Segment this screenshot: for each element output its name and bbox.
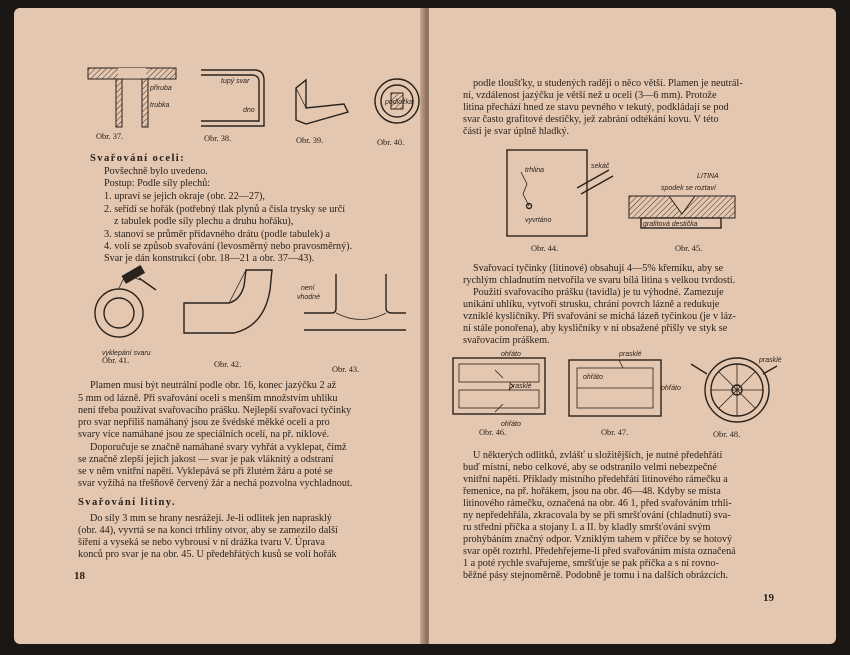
fig45-label-c: grafitová destička [643, 221, 698, 228]
caption-obr-40: Obr. 40. [377, 138, 405, 147]
para-line: rychlým chladnutím netvořila ve svaru bílá litina s velkou tvrdostí. [463, 275, 736, 286]
figure-38-drawing [201, 70, 264, 126]
figure-42-drawing [184, 270, 272, 333]
fig46-label-b: prasklé [509, 383, 532, 390]
fig43-label-b: vhodné [297, 294, 320, 301]
intro-line: Povšechně bylo uvedeno. [104, 166, 208, 177]
para-line: (obr. 44), vyvrtá se na konci trhliny otvor, aby se zamezilo další [78, 525, 338, 536]
para-line: 1 a poté rychle svařujeme, smršťuje se pak příčka a s ní rovno- [463, 558, 719, 569]
para-line: litinového rámečku, označená na obr. 46 1, před svařováním trhli- [463, 498, 732, 509]
para-line: 5 mm od lázně. Při svařování oceli s menším množstvím uhlíku [78, 393, 338, 404]
figure-44-drawing [507, 150, 613, 236]
para-line: Plamen musí být neutrální podle obr. 16, konec jazýčku 2 až [90, 380, 337, 391]
para-line: ni stále ponořena), aby kysličníky v ní obsažené přišly ve styk se [463, 323, 728, 334]
para-line: ny nepředehřála, zkracovala by se při smršťování (chladnutí) sva- [463, 510, 731, 521]
fig44-label-a: trhlina [525, 167, 545, 174]
caption-obr-42: Obr. 42. [214, 360, 242, 369]
fig48-label-b: prasklé [759, 357, 782, 364]
figure-43-drawing [297, 274, 406, 330]
fig40-label: podložka [385, 99, 414, 106]
para-line: unikání uhlíku, vytvoří strusku, chrání povrch lázně a redukuje [463, 299, 720, 310]
caption-obr-43: Obr. 43. [332, 365, 360, 374]
para-line: buď místní, nebo celkové, aby se odstranilo velmi nebezpečné [463, 462, 717, 473]
figure-45-drawing [629, 173, 735, 228]
step-line: z tabulek podle síly plechu a druhu hořáku), [114, 216, 294, 227]
para-line: vnitřní napětí. Příklady místního předehřátí litinového rámečku a [463, 474, 728, 485]
para-line: části je svar úplně hladký. [463, 126, 570, 137]
para-line: prohýbáním značný odpor. Vzniklým tahem v příčce by se hotový [463, 534, 733, 545]
para-line: konců pro svar je na obr. 45. U předehřátých kusů se volí hořák [78, 549, 337, 560]
para-line: běžné pásy stejnoměrně. Podobně je tomu i na dalších obrázcích. [463, 570, 729, 581]
caption-obr-37: Obr. 37. [96, 132, 124, 141]
para-line: podle tloušťky, u studených raději o něco větší. Plamen je neutrál- [473, 78, 743, 89]
para-line: pro svar nepříliš namáhaný jsou ze švédské měkké oceli a pro [78, 417, 330, 428]
fig44-label-b: vyvrtáno [525, 217, 552, 224]
fig47-label-b: ohřáto [583, 374, 603, 381]
fig37-label-a: přiruba [150, 85, 172, 92]
figure-39-drawing [296, 80, 348, 124]
heading-steel-welding: Svařování oceli: [90, 153, 186, 164]
para-line: U některých odlitků, zvlášť u složitějších, je nutné předehřátí [473, 450, 723, 461]
para-line: Doporučuje se značně namáhané svary vyhřát a vyklepat, čímž [90, 442, 347, 453]
step-line: Svar je dán konstrukcí (obr. 18—21 a obr. 37—43). [104, 253, 315, 264]
figure-46-drawing [453, 351, 545, 428]
page-number-right: 19 [763, 592, 774, 604]
figure-37-drawing [88, 68, 176, 127]
fig45-label-a: LITINA [697, 173, 719, 180]
para-line: litina přechází hned ze stavu pevného v tekutý, podkládají se pod [463, 102, 729, 113]
para-line: Do síly 3 mm se hrany nesrážejí. Je-li odlitek jen naprasklý [90, 513, 332, 524]
intro-line: Postup: Podle síly plechů: [104, 178, 211, 189]
caption-obr-45: Obr. 45. [675, 244, 703, 253]
caption-obr-41: Obr. 41. [102, 356, 130, 365]
figure-47-drawing [569, 351, 661, 416]
caption-obr-46: Obr. 46. [479, 428, 507, 437]
fig48-label-a: ohřáto [661, 385, 681, 392]
fig45-label-b: spodek se roztaví [661, 185, 716, 192]
caption-obr-39: Obr. 39. [296, 136, 324, 145]
para-line: se v něm vnitřní napětí. Vyklepává se při žlutém žáru a poté se [78, 466, 333, 477]
fig44-label-c: sekáč [591, 163, 610, 170]
para-line: Použití svařovacího prášku (tavidla) je tu výhodné. Zamezuje [473, 287, 724, 298]
fig37-label-b: trubka [150, 102, 170, 109]
para-line: vzniklé kysličníky. Při svařování se míchá lázeň tyčinkou (je v láz- [463, 311, 736, 322]
para-line: ní, vzdálenost jazýčku je větší než u oceli (3—6 mm). Protože [463, 90, 717, 101]
step-line: 1. upraví se jejich okraje (obr. 22—27), [104, 191, 265, 202]
para-line: svar často grafitové destičky, jež zabrání odtékání kovu. V této [463, 114, 719, 125]
right-page [429, 8, 836, 644]
para-line: svar vyžíhá na třešňově červený žár a nechá pozvolna vychladnout. [78, 478, 353, 489]
left-page [14, 8, 424, 644]
caption-obr-38: Obr. 38. [204, 134, 232, 143]
para-line: svar opět roztrhl. Předehřejeme-li před svařováním místa označená [463, 546, 736, 557]
caption-obr-44: Obr. 44. [531, 244, 559, 253]
step-line: 2. seřídí se hořák (potřebný tlak plynů a čísla trysky se určí [104, 204, 346, 215]
caption-obr-47: Obr. 47. [601, 428, 629, 437]
para-line: ru střední příčka a stojany I. a II. by kladly smršťování svým [463, 522, 711, 533]
step-line: 3. stanoví se průměr přídavného drátu (podle tabulek) a [104, 229, 331, 240]
fig47-label-a: prasklé [619, 351, 642, 358]
figure-48-drawing [661, 357, 782, 422]
para-line: svařovacím práškem. [463, 335, 550, 346]
para-line: svary více namáhané jsou ze speciálních ocelí, na př. niklové. [78, 429, 330, 440]
fig38-label-a: tupý svar [221, 78, 250, 85]
page-number-left: 18 [74, 570, 85, 582]
step-line: 4. volí se způsob svařování (levosměrný nebo pravosměrný). [104, 241, 353, 252]
para-line: Svařovací tyčinky (litinové) obsahují 4—5% křemíku, aby se [473, 263, 724, 274]
fig41-label: vyklepání svaru [102, 350, 151, 357]
fig38-label-b: dno [243, 107, 255, 114]
figure-41-drawing [95, 265, 156, 357]
para-line: šíření a vyseká se nebo vybrousí v ní drážka tvaru V. Úprava [78, 537, 325, 548]
fig43-label-a: není [301, 285, 315, 292]
fig46-label-c: ohřáto [501, 421, 521, 428]
figure-40-drawing [375, 79, 419, 123]
caption-obr-48: Obr. 48. [713, 430, 741, 439]
para-line: se značně zlepší jejich jakost — svar je pak vláknitý a odstraní [78, 454, 334, 465]
heading-cast-iron-welding: Svařování litiny. [78, 497, 176, 508]
fig46-label-a: ohřáto [501, 351, 521, 358]
para-line: řemenice, na př. hořákem, jsou na obr. 46—48. Kdyby se místa [463, 486, 721, 497]
para-line: není třeba používat svařovacího prášku. Nejlepší svařovací tyčinky [78, 405, 352, 416]
